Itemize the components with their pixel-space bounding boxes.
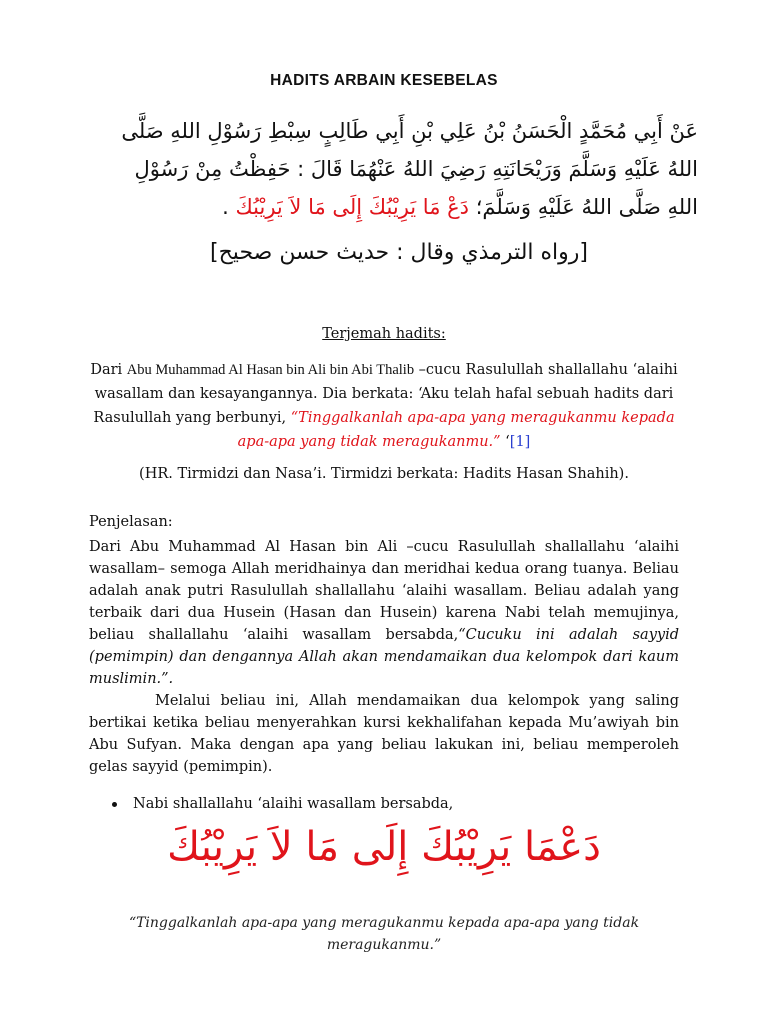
- translation-prefix: Dari: [90, 362, 127, 378]
- explanation-paragraph-2: Melalui beliau ini, Allah mendamaikan dua kelompok yang saling bertikai ketika beliau menyerahkan kursi kekhalifahan kepada Mu’awiyah bin Abu Sufyan. Maka dengan apa yang beliau lakukan ini, beliau memperoleh gelas sayyid (pemimpin).: [89, 693, 679, 775]
- explanation-paragraph-1: [89, 536, 679, 690]
- narrator-name: Abu Muhammad Al Hasan bin Ali bin Abi Thalib: [126, 362, 415, 378]
- explanation-heading: Penjelasan:: [89, 514, 173, 530]
- page-title: HADITS ARBAIN KESEBELAS: [270, 72, 498, 89]
- bullet-item: [112, 796, 453, 812]
- hadith-source-note: (HR. Tirmidzi dan Nasa’i. Tirmidzi berkata: Hadits Hasan Shahih).: [139, 466, 629, 482]
- explanation-p1-quote: “Cucuku ini adalah sayyid (pemimpin) dan dengannya Allah akan mendamaikan dua kelompok dari kaum muslimin.”.: [89, 627, 679, 687]
- footnote-link[interactable]: [1]: [509, 434, 531, 450]
- translation-paragraph: [88, 358, 680, 454]
- bullet-text: Nabi shallallahu ‘alaihi wasallam bersabda,: [133, 796, 454, 812]
- translation-quote-inline: “Tinggalkanlah apa-apa yang meragukanmu kepada apa-apa yang tidak meragukanmu.”: [237, 410, 675, 450]
- arabic-text-main: عَنْ أَبِي مُحَمَّدٍ الْحَسَنُ بْنُ عَلِي بْنِ أَبِي طَالِبٍ سِبْطِ رَسُوْلِ اللهِ صَلَّى اللهُ عَلَيْهِ وَسَلَّمَ وَرَيْحَانَتِهِ رَضِيَ اللهُ عَنْهُمَا قَالَ : حَفِظْتُ مِنْ رَسُوْلِ اللهِ صَلَّى اللهُ عَلَيْهِ وَسَلَّمَ؛: [121, 119, 698, 219]
- translation-closing: ‘: [500, 434, 510, 450]
- bullet-icon: [112, 802, 117, 807]
- arabic-hadith-text: [100, 112, 698, 226]
- arabic-narration-source: [رواه الترمذي وقال : حديث حسن صحيح]: [210, 240, 588, 265]
- arabic-hadith-large: دَعْمَا يَرِيْبُكَ إِلَى مَا لاَ يَرِيْبُكَ: [167, 824, 601, 870]
- translation-quote-block: “Tinggalkanlah apa-apa yang meragukanmu kepada apa-apa yang tidak meragukanmu.”: [128, 915, 640, 953]
- explanation-body: [89, 536, 679, 778]
- translation-body: –cucu Rasulullah shallallahu ‘alaihi wasallam dan kesayangannya. Dia berkata: ‘Aku telah hafal sebuah hadits dari Rasulullah yang berbunyi,: [93, 362, 678, 426]
- arabic-text-end: .: [222, 195, 236, 219]
- arabic-text-highlight: دَعْ مَا يَرِيْبُكَ إِلَى مَا لاَ يَرِيْبُكَ: [235, 195, 470, 219]
- explanation-p1-text: Dari Abu Muhammad Al Hasan bin Ali –cucu Rasulullah shallallahu ‘alaihi wasallam– semoga Allah meridhainya dan meridhai kedua orang tuanya. Beliau adalah anak putri Rasulullah shallallahu ‘alaihi wasallam. Beliau adalah yang terbaik dari dua Husein (Hasan dan Husein) karena Nabi telah memujinya, beliau shallallahu ‘alaihi wasallam bersabda,: [89, 539, 679, 643]
- translation-heading: Terjemah hadits:: [322, 326, 446, 342]
